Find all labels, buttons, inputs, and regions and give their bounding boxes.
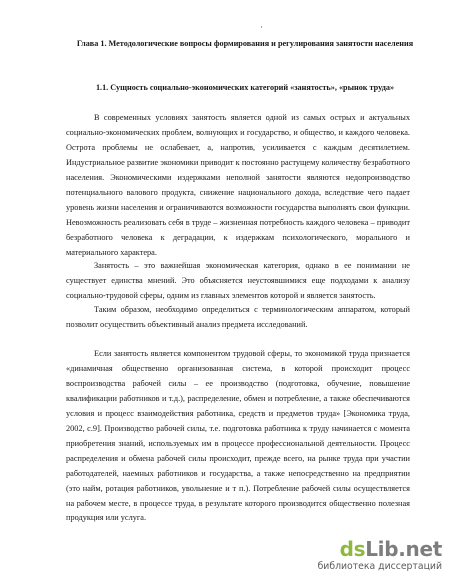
watermark-tagline: библиотека диссертаций (317, 561, 442, 572)
logo-ds-text: ds (339, 537, 366, 561)
dslib-logo (340, 538, 442, 560)
chapter-heading: Глава 1. Методологические вопросы формирования и регулирования занятости населения (76, 39, 414, 48)
page-mark: · (260, 22, 263, 32)
section-heading: 1.1. Сущность социально-экономических категорий «занятость», «рынок труда» (95, 83, 395, 92)
paragraph: Таким образом, необходимо определиться с терминологическим аппаратом, который позволит осуществить объективный анализ предмета исследований. (66, 305, 410, 329)
paragraph: В современных условиях занятость является одной из самых острых и актуальных социально-экономических проблем, волнующих и государство, и общество, и каждого человека. Острота проблемы не ослабевает, а, напротив, усиливается с каждым десятилетием. Индустриальное развитие экономики приводит к постоянно растущему количеству безработного населения. Экономическими издержками неполной занятости являются недопроизводство потенциального валового продукта, снижение национального дохода, вследствие чего падает уровень жизни населения и ограничиваются возможности государства выполнять свои функции. Невозможность реализовать себя в труде – жизненная потребность каждого человека – приводит безработного человека к деградации, к издержкам психологического, морального и материального характера. (66, 113, 410, 257)
paragraph: Если занятость является компонентом трудовой сферы, то экономикой труда признается «динамичная общественно организованная система, в которой происходит процесс воспроизводства рабочей силы – ее производство (подготовка, обучение, повышение квалификации работников и т.д.), распределение, обмен и потребление, а также обеспечиваются условия и процесс взаимодействия работника, средств и предметов труда» [Экономика труда, 2002, с.9]. Производство рабочей силы, т.е. подготовка работника к труду начинается с момента приобретения знаний, используемых им в процессе профессиональной деятельности. Процесс распределения и обмена рабочей силы происходит, прежде всего, на рынке труда при участии работодателей, наемных работников и государства, а также непосредственно на предприятии (это найм, ротация работников, увольнение и т п.). Потребление рабочей силы осуществляется на рабочем месте, в процессе труда, в результате которого производится общественно полезная продукция или услуга. (66, 349, 410, 523)
dslib-watermark (317, 537, 442, 574)
logo-lib-text: Lib.net (365, 537, 442, 561)
paragraph: Занятость – это важнейшая экономическая категория, однако в ее понимании не существует единства мнений. Это объясняется неустоявшимися еще подходами к анализу социально-трудовой сферы, одним из главных элементов которой и является занятость. (66, 261, 410, 300)
